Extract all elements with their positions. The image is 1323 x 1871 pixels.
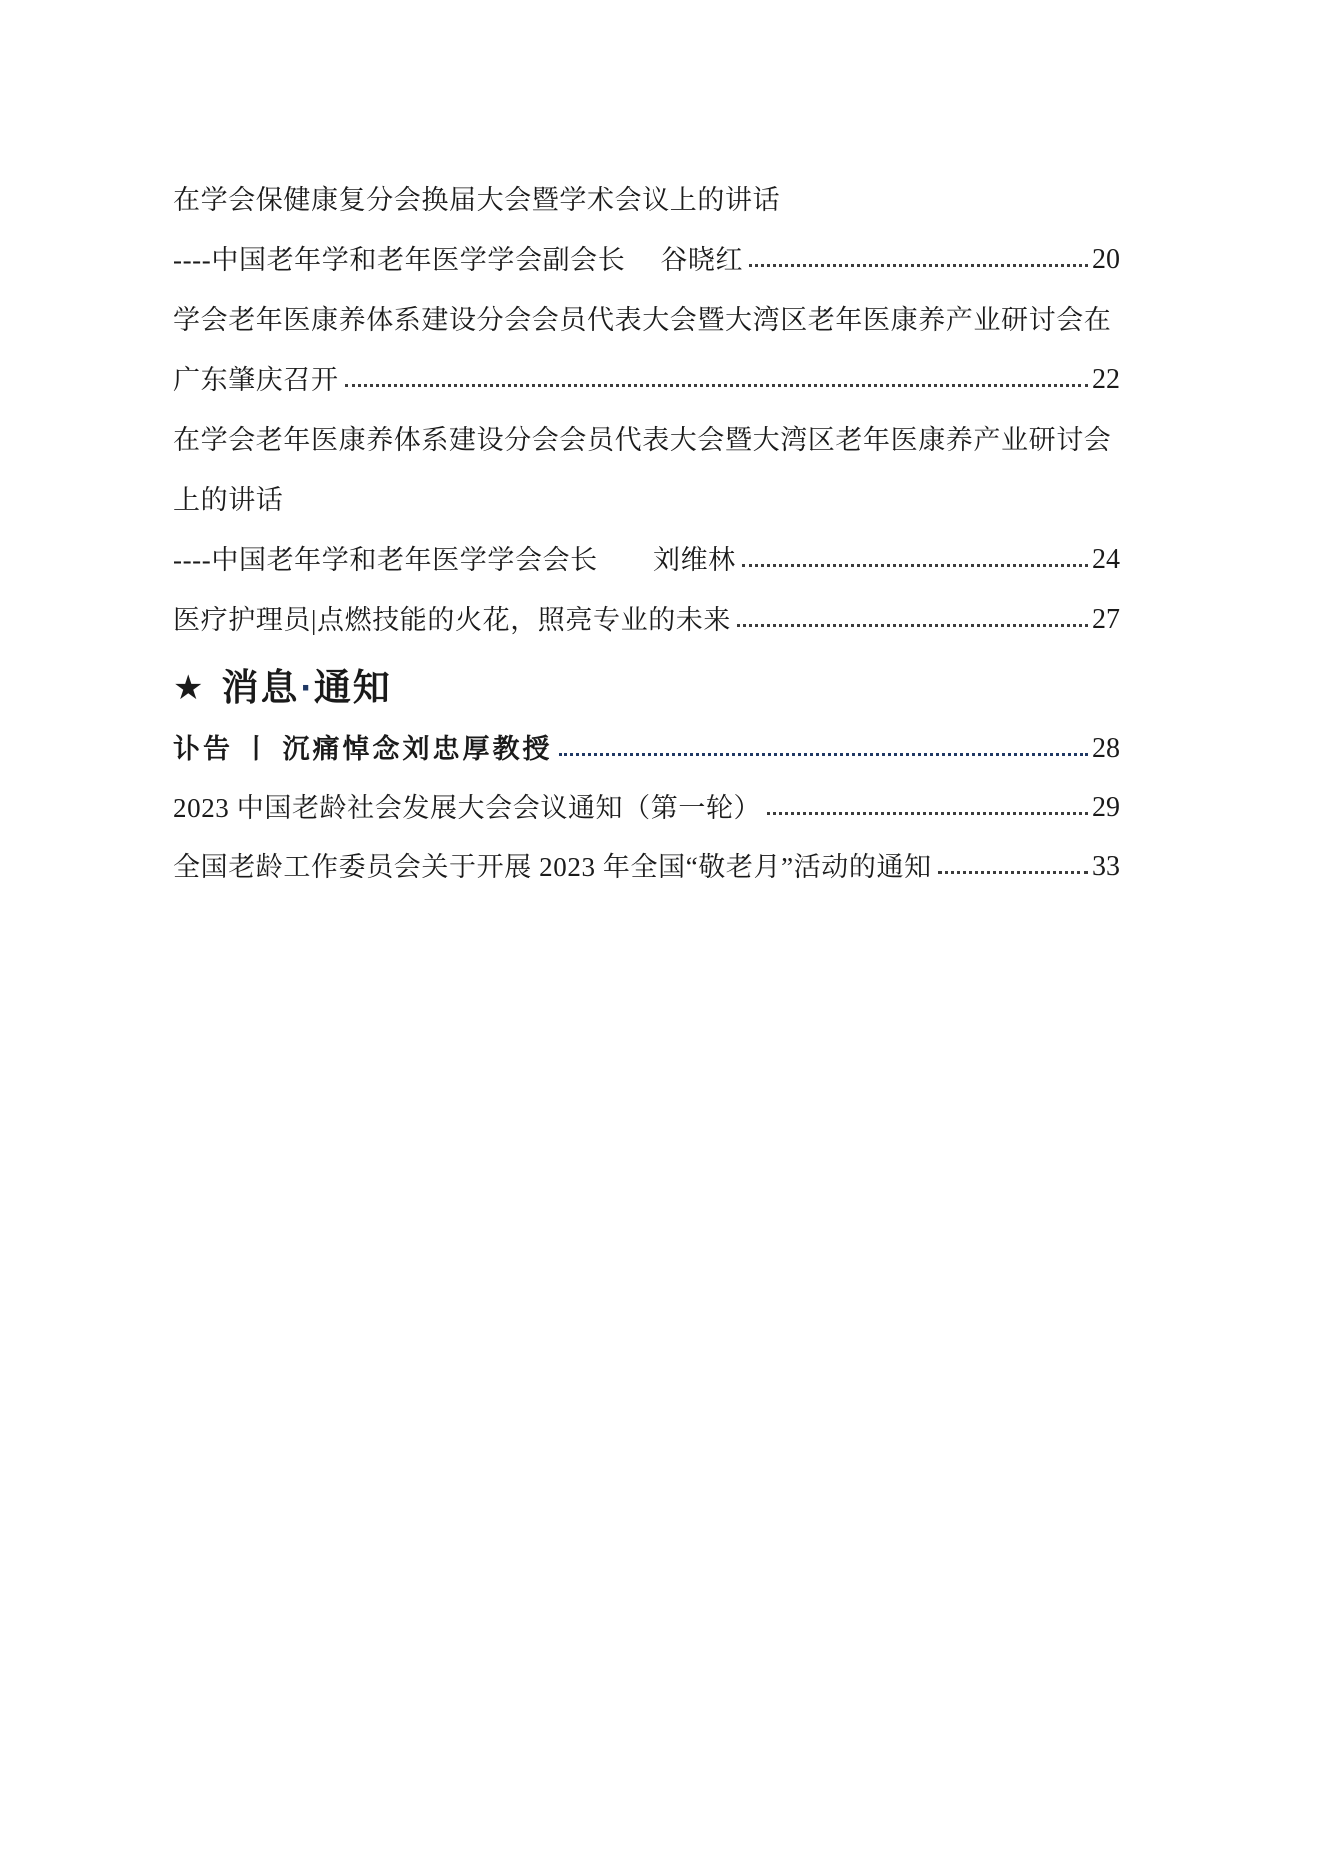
toc-entry-title: 在学会保健康复分会换届大会暨学术会议上的讲话 [173,185,781,215]
toc-entry-title: 学会老年医康养体系建设分会会员代表大会暨大湾区老年医康养产业研讨会在 [173,305,1112,335]
toc-entry-title: 全国老龄工作委员会关于开展 2023 年全国“敬老月”活动的通知 [173,852,932,882]
star-icon: ★ [173,669,204,707]
toc-entry[interactable] [173,545,1120,575]
toc-entry-obituary[interactable] [173,733,1120,765]
dot-leader [938,871,1088,874]
toc-entry[interactable] [173,792,1120,824]
page-number: 27 [1092,604,1120,635]
page-number: 22 [1092,364,1120,395]
dot-leader [767,812,1088,815]
page-number: 28 [1092,733,1120,764]
toc-entry [173,425,1120,455]
toc-entry[interactable] [173,851,1120,883]
page-number: 24 [1092,544,1120,575]
dot-leader [345,384,1088,387]
toc-entry[interactable] [173,605,1120,635]
section-header [173,665,1120,711]
toc-entry-title: ----中国老年学和老年医学学会副会长 谷晓红 [173,245,744,275]
section-title-part2: 通知 [313,667,392,708]
toc-entry [173,485,1120,515]
toc-entry-title: 广东肇庆召开 [173,365,339,395]
notices-list [173,733,1120,883]
toc-entry[interactable] [173,365,1120,395]
section-title-part1: 消息 [221,667,300,708]
toc-entry-title: 医疗护理员|点燃技能的火花，照亮专业的未来 [173,605,732,635]
page-number: 33 [1092,851,1120,882]
middle-dot-separator: · [300,667,313,708]
dot-leader [749,264,1088,267]
dot-leader [559,753,1089,756]
table-of-contents [173,185,1120,910]
toc-entry-title: 2023 中国老龄社会发展大会会议通知（第一轮） [173,793,762,823]
dot-leader [742,564,1088,567]
toc-entry [173,185,1120,215]
dot-leader [737,624,1088,627]
page-number: 20 [1092,244,1120,275]
toc-entry-title: ----中国老年学和老年医学学会会长 刘维林 [173,545,736,575]
page-number: 29 [1092,792,1120,823]
toc-entry-title: 在学会老年医康养体系建设分会会员代表大会暨大湾区老年医康养产业研讨会 [173,425,1112,455]
toc-entry[interactable] [173,245,1120,275]
toc-entry-title: 讣告 丨 沉痛悼念刘忠厚教授 [173,734,553,764]
toc-entry-title: 上的讲话 [173,485,284,515]
toc-entry [173,305,1120,335]
